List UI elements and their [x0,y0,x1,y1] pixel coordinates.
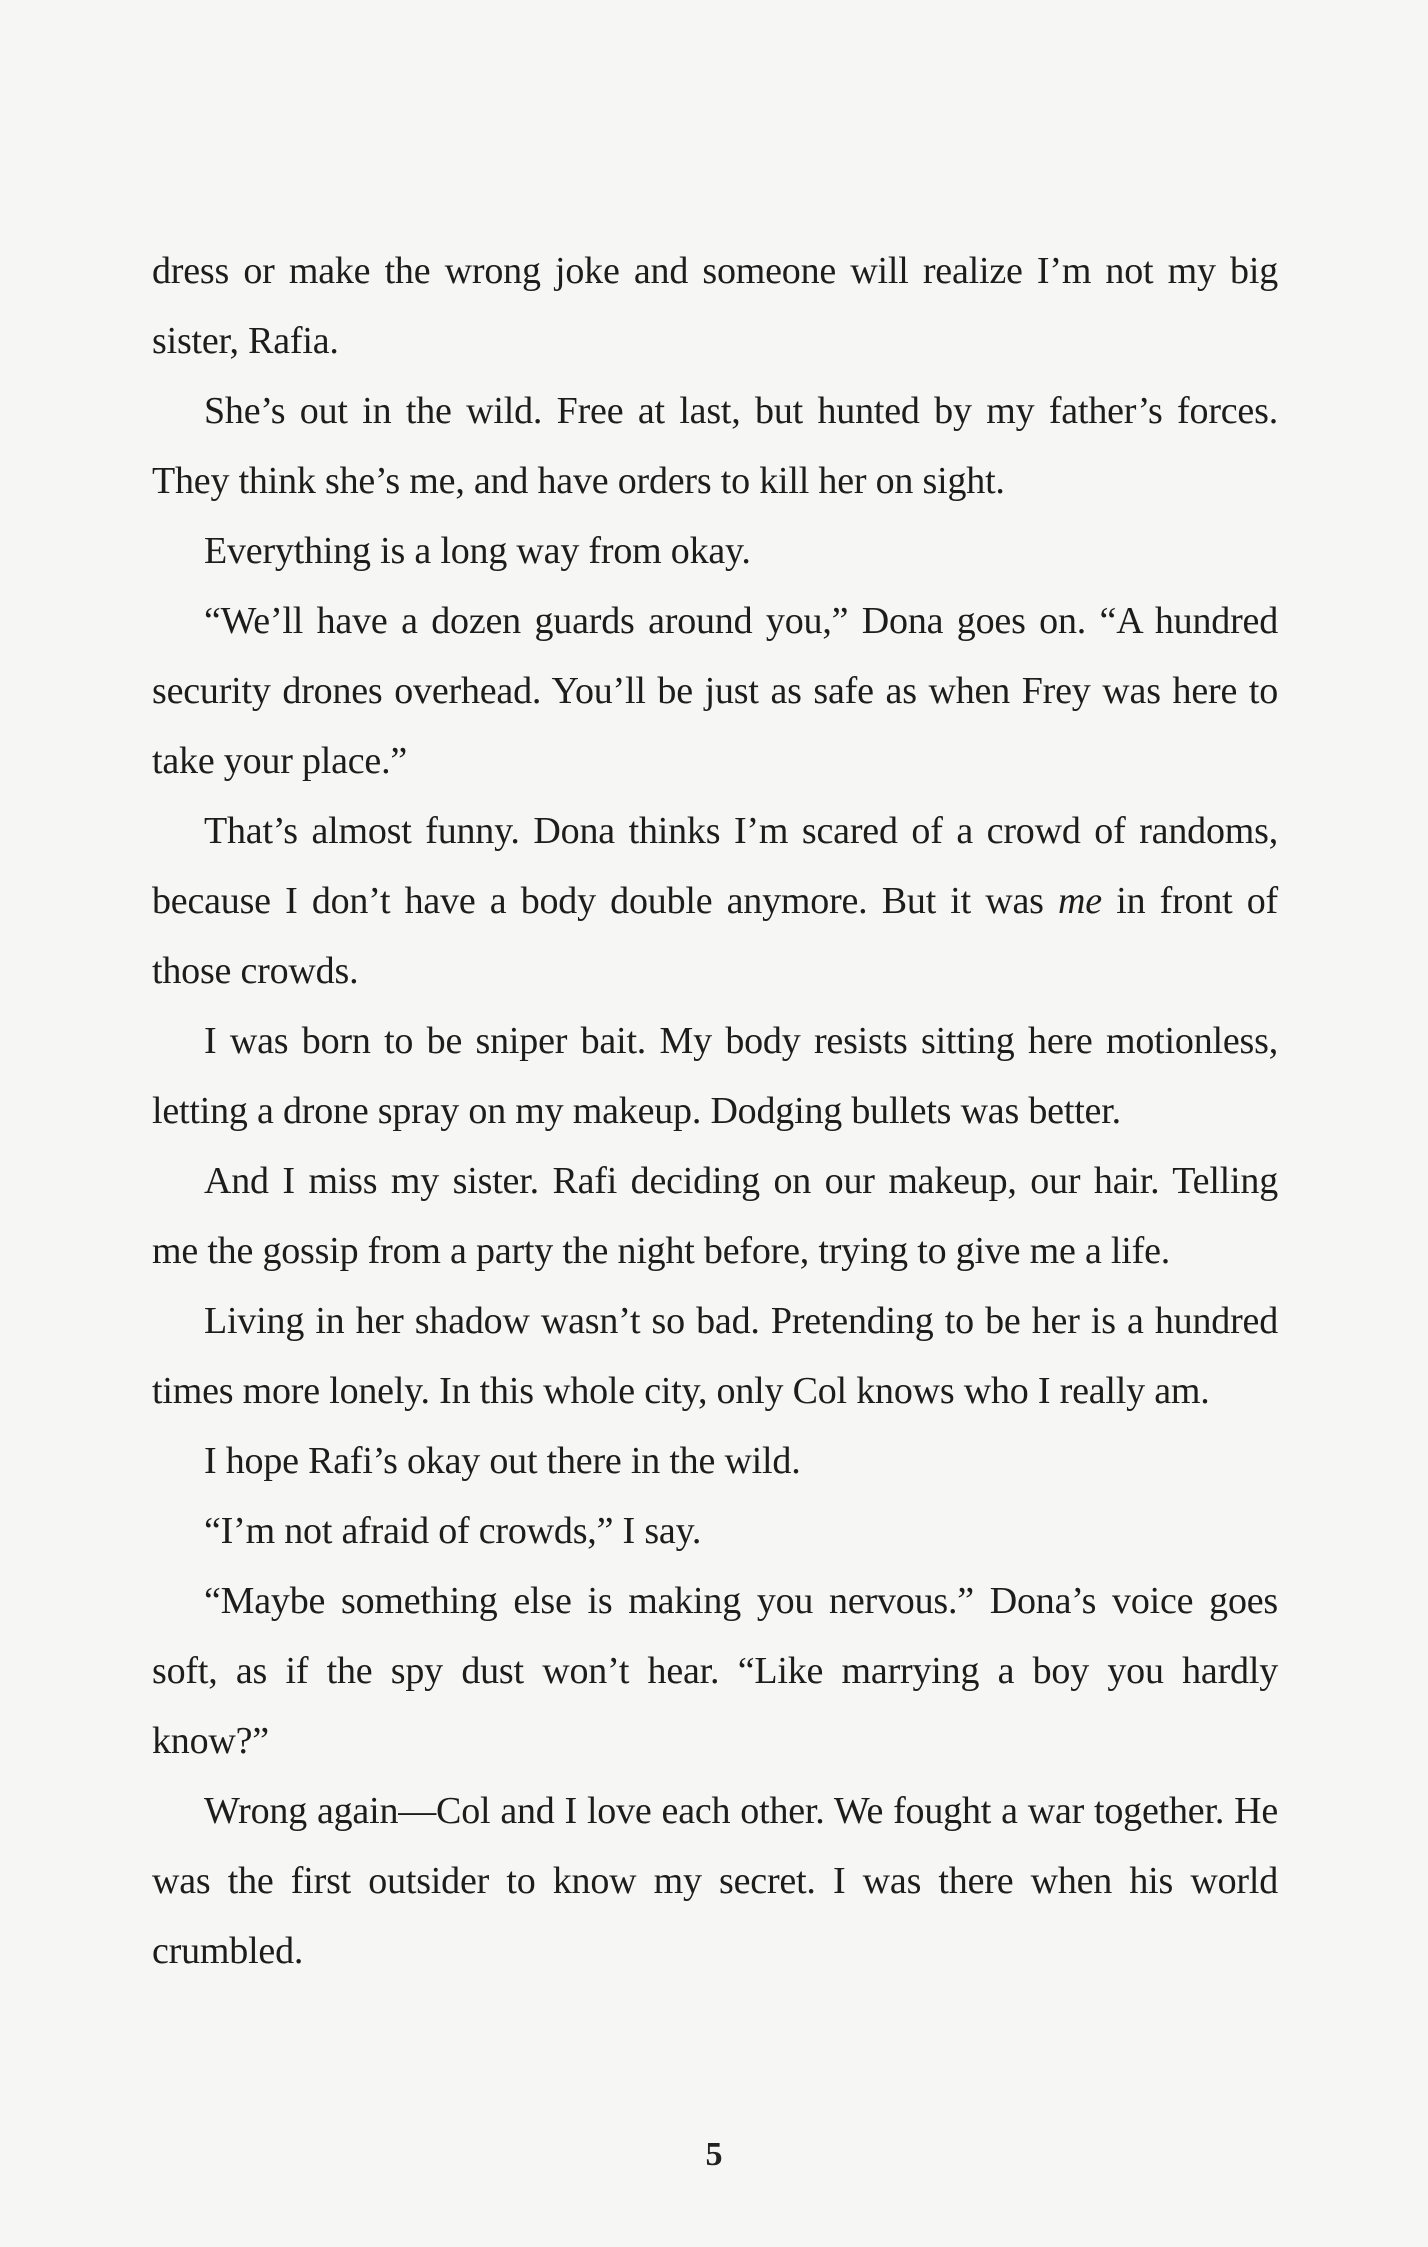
paragraph-p12 [152,1776,1278,1986]
text-segment: “We’ll have a dozen guards around you,” Dona goes on. “A hundred security drones overhead. You’ll be just as safe as when Frey was here to take your place.” [152,600,1278,782]
paragraph-p7 [152,1146,1278,1286]
paragraph-p11 [152,1566,1278,1776]
paragraph-p6 [152,1006,1278,1146]
text-segment: Wrong again—Col and I love each other. We fought a war together. He was the first outsider to know my secret. I was there when his world crumbled. [152,1790,1278,1972]
paragraph-p3 [152,516,1278,586]
page-number: 5 [705,2136,723,2173]
paragraph-p8 [152,1286,1278,1426]
text-segment: “Maybe something else is making you nervous.” Dona’s voice goes soft, as if the spy dust won’t hear. “Like marrying a boy you hardly know?” [152,1580,1278,1762]
paragraph-p1 [152,236,1278,376]
text-segment: And I miss my sister. Rafi deciding on our makeup, our hair. Telling me the gossip from a party the night before, trying to give me a life. [152,1160,1278,1272]
paragraph-p9 [152,1426,1278,1496]
paragraph-p10 [152,1496,1278,1566]
text-segment: Living in her shadow wasn’t so bad. Pretending to be her is a hundred times more lonely. In this whole city, only Col knows who I really am. [152,1300,1278,1412]
italic-text: me [1058,880,1102,922]
body-text [152,236,1278,1986]
text-segment: I hope Rafi’s okay out there in the wild. [204,1440,801,1482]
text-segment: Everything is a long way from okay. [204,530,751,572]
paragraph-p4 [152,586,1278,796]
text-segment: dress or make the wrong joke and someone will realize I’m not my big sister, Rafia. [152,250,1278,362]
paragraph-p5 [152,796,1278,1006]
text-segment: “I’m not afraid of crowds,” I say. [204,1510,702,1552]
text-segment: That’s almost funny. Dona thinks I’m scared of a crowd of randoms, because I don’t have a body double anymore. But it was [152,810,1278,922]
paragraph-p2 [152,376,1278,516]
text-segment: I was born to be sniper bait. My body resists sitting here motionless, letting a drone spray on my makeup. Dodging bullets was better. [152,1020,1278,1132]
text-segment: in front of those crowds. [152,880,1278,992]
text-segment: She’s out in the wild. Free at last, but hunted by my father’s forces. They think she’s me, and have orders to kill her on sight. [152,390,1278,502]
